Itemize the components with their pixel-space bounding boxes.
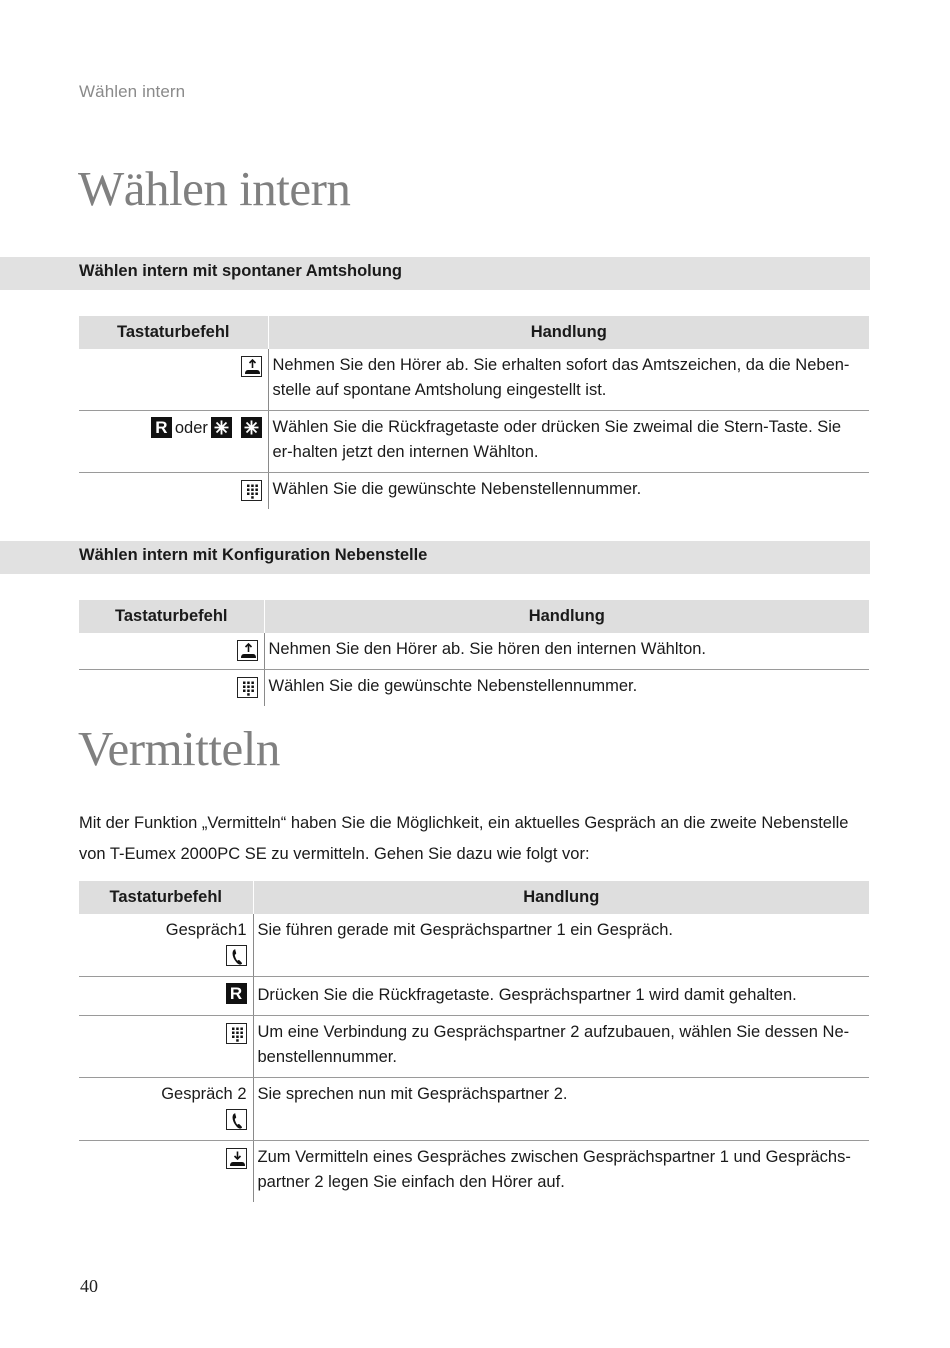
running-head: Wählen intern [79, 82, 186, 101]
key-label: Gespräch 2 [161, 1085, 247, 1103]
table-row [79, 1141, 869, 1203]
action-text: Sie führen gerade mit Gesprächspartner 1 ein Gespräch. [253, 914, 869, 977]
action-text: Nehmen Sie den Hörer ab. Sie hören den internen Wählton. [264, 633, 869, 670]
action-text: Drücken Sie die Rückfragetaste. Gesprächspartner 1 wird damit gehalten. [253, 977, 869, 1016]
column-header-action: Handlung [253, 881, 869, 914]
column-header-action: Handlung [268, 316, 869, 349]
section-heading-bar [0, 257, 870, 290]
command-table [79, 316, 869, 509]
action-text: Wählen Sie die gewünschte Nebenstellennummer. [268, 677, 638, 695]
column-header-key: Tastaturbefehl [79, 881, 253, 914]
table-row [79, 349, 869, 411]
table-row [79, 411, 869, 473]
star-key-icon [211, 417, 232, 438]
command-table [79, 881, 869, 1202]
action-text: Um eine Verbindung zu Gesprächspartner 2 aufzubauen, wählen Sie dessen Ne-benstellennummer. [253, 1016, 869, 1078]
table-row [79, 914, 869, 977]
phone-call-icon [226, 1109, 247, 1130]
action-text: Zum Vermitteln eines Gespräches zwischen Gesprächspartner 1 und Gesprächs-partner 2 legen Sie einfach den Hörer auf. [257, 1148, 851, 1191]
page-title: Wählen intern [78, 161, 351, 216]
page-number: 40 [80, 1276, 98, 1296]
keypad-icon [226, 1023, 247, 1044]
section-title: Vermitteln [78, 721, 280, 776]
section-heading-bar [0, 541, 870, 574]
table-row [79, 473, 869, 510]
handset-lift-icon [241, 356, 262, 377]
section-heading: Wählen intern mit Konfiguration Nebenstelle [79, 546, 428, 564]
key-label: Gespräch1 [165, 921, 247, 939]
table-row [79, 1016, 869, 1078]
table-row [79, 977, 869, 1016]
r-key-icon: R [226, 983, 247, 1004]
column-header-key: Tastaturbefehl [79, 316, 268, 349]
table-row [79, 633, 869, 670]
star-key-icon [241, 417, 262, 438]
action-text: Wählen Sie die Rückfragetaste oder drücken Sie zweimal die Stern-Taste. Sie er-halten jetzt den internen Wählton. [268, 411, 869, 473]
keypad-icon [241, 480, 262, 501]
handset-lift-icon [237, 640, 258, 661]
phone-call-icon [226, 945, 247, 966]
action-text: Nehmen Sie den Hörer ab. Sie erhalten sofort das Amtszeichen, da die Neben-stelle auf spontane Amtsholung eingestellt ist. [268, 349, 869, 411]
column-header-key: Tastaturbefehl [79, 600, 264, 633]
action-text: Wählen Sie die gewünschte Nebenstellennummer. [272, 480, 642, 498]
handset-hangup-icon [226, 1148, 247, 1169]
table-row [79, 670, 869, 707]
command-table [79, 600, 869, 706]
intro-paragraph: Mit der Funktion „Vermitteln“ haben Sie die Möglichkeit, ein aktuelles Gespräch an die zweite Nebenstelle von T-Eumex 2000PC SE zu vermitteln. Gehen Sie dazu wie folgt vor: [79, 814, 849, 863]
column-header-action: Handlung [264, 600, 869, 633]
action-text: Sie sprechen nun mit Gesprächspartner 2. [253, 1078, 869, 1141]
or-label: oder [174, 419, 208, 437]
r-key-icon: R [151, 417, 172, 438]
table-row [79, 1078, 869, 1141]
section-heading: Wählen intern mit spontaner Amtsholung [79, 262, 402, 280]
keypad-icon [237, 677, 258, 698]
